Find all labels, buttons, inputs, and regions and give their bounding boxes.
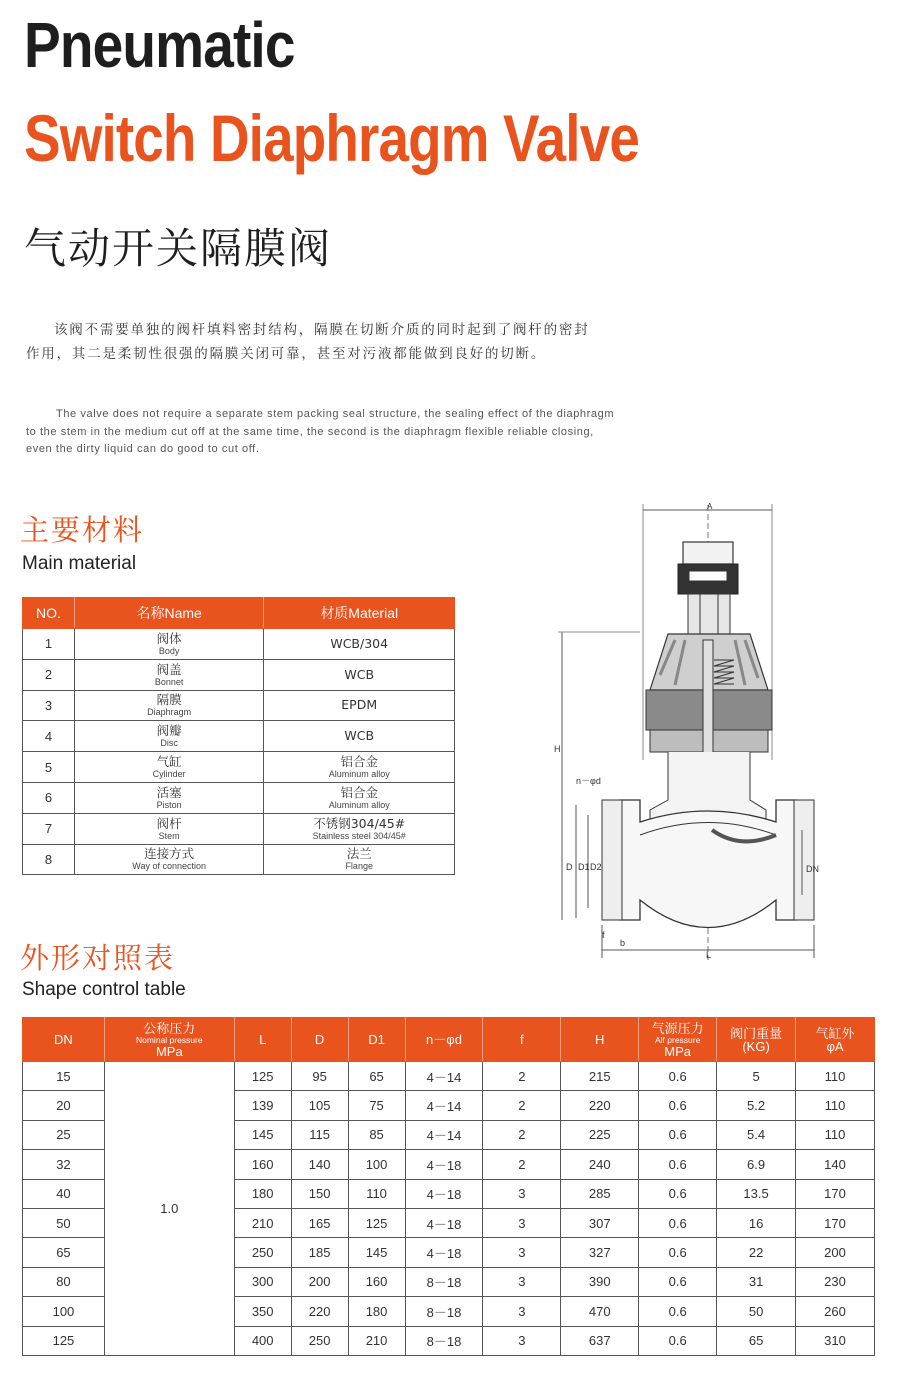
cell-d1: 145 [348, 1238, 405, 1267]
cell-d1: 125 [348, 1208, 405, 1237]
cell-a: 230 [796, 1267, 875, 1296]
desc-en-line: even the dirty liquid can do good to cut off. [26, 443, 260, 455]
cell-f: 3 [483, 1179, 561, 1208]
cell-d: 95 [291, 1062, 348, 1091]
cell-name [74, 629, 264, 660]
col-header-f: f [483, 1018, 561, 1062]
col-header: 材质Material [264, 598, 455, 629]
name-cn: 气缸 [156, 754, 182, 770]
material-cn: 不锈钢304/45# [313, 815, 406, 831]
cell-name [74, 752, 264, 783]
material-cn: WCB [344, 666, 375, 682]
cell-d: 140 [291, 1150, 348, 1179]
cell-d: 115 [291, 1120, 348, 1149]
cell-material [264, 752, 455, 783]
cyl-cn: 气缸外 [815, 1025, 855, 1041]
cell-air: 0.6 [639, 1179, 717, 1208]
name-en: Bonnet [154, 676, 184, 687]
table-row [23, 782, 455, 813]
dim-dn-label: DN [806, 864, 819, 874]
cell-w: 13.5 [717, 1179, 796, 1208]
cell-air: 0.6 [639, 1062, 717, 1091]
cell-l: 350 [234, 1297, 291, 1326]
material-cn: 铝合金 [340, 754, 378, 770]
cell-dn: 65 [23, 1238, 105, 1267]
table-row [23, 659, 455, 690]
shape-table [22, 1017, 875, 1356]
name-cn: 连接方式 [144, 846, 195, 862]
cell-a: 110 [796, 1091, 875, 1120]
cell-f: 2 [483, 1150, 561, 1179]
col-header: 名称Name [74, 598, 264, 629]
name-cn: 活塞 [156, 784, 182, 800]
cell-name [74, 813, 264, 844]
material-cn: WCB/304 [330, 635, 389, 651]
pn-unit: MPa [155, 1043, 183, 1059]
cell-a: 310 [796, 1326, 875, 1355]
material-en: Stainless steel 304/45# [312, 830, 406, 841]
cell-l: 300 [234, 1267, 291, 1296]
description-chinese [26, 318, 641, 366]
cell-dn: 50 [23, 1208, 105, 1237]
cell-f: 3 [483, 1208, 561, 1237]
cell-f: 3 [483, 1267, 561, 1296]
pn-en: Nominal pressure [135, 1034, 203, 1045]
table-row [23, 752, 455, 783]
table-row [23, 690, 455, 721]
cell-w: 5.2 [717, 1091, 796, 1120]
shape-title-en: Shape control table [22, 979, 186, 1000]
cell-h: 327 [561, 1238, 639, 1267]
cell-a: 140 [796, 1150, 875, 1179]
cell-d1: 75 [348, 1091, 405, 1120]
cell-d: 220 [291, 1297, 348, 1326]
cell-l: 160 [234, 1150, 291, 1179]
cell-dn: 100 [23, 1297, 105, 1326]
cell-nd: 4－14 [405, 1091, 483, 1120]
name-en: Cylinder [152, 769, 186, 780]
table-row [23, 813, 455, 844]
cell-h: 470 [561, 1297, 639, 1326]
col-header-d1: D1 [348, 1018, 405, 1062]
cell-nd: 4－18 [405, 1179, 483, 1208]
cell-nd: 8－18 [405, 1267, 483, 1296]
cell-nd: 8－18 [405, 1326, 483, 1355]
cell-air: 0.6 [639, 1297, 717, 1326]
weight-unit: (KG) [742, 1038, 770, 1054]
cell-l: 145 [234, 1120, 291, 1149]
cell-no: 2 [23, 659, 75, 690]
dim-d2-label: D2 [590, 862, 602, 872]
cell-l: 139 [234, 1091, 291, 1120]
cell-a: 260 [796, 1297, 875, 1326]
col-header-cylinder [796, 1018, 875, 1062]
cell-name [74, 659, 264, 690]
material-en: Aluminum alloy [328, 769, 390, 780]
title-line-1: Pneumatic [24, 9, 295, 81]
weight-cn: 阀门重量 [730, 1025, 783, 1041]
cell-name [74, 721, 264, 752]
description-english [26, 406, 646, 459]
dim-d1-label: D1 [578, 862, 590, 872]
cell-d1: 65 [348, 1062, 405, 1091]
name-en: Way of connection [132, 861, 207, 872]
air-en: Alf pressure [654, 1034, 701, 1045]
cell-w: 22 [717, 1238, 796, 1267]
cell-material [264, 659, 455, 690]
cell-no: 8 [23, 844, 75, 875]
cell-nd: 4－14 [405, 1062, 483, 1091]
dim-d-label: D [566, 862, 573, 872]
col-header-pn [104, 1018, 234, 1062]
pn-cn: 公称压力 [143, 1020, 196, 1036]
name-cn: 阀盖 [156, 661, 182, 677]
air-unit: MPa [664, 1043, 692, 1059]
cell-no: 6 [23, 782, 75, 813]
cell-w: 16 [717, 1208, 796, 1237]
cell-material [264, 782, 455, 813]
cell-nd: 8－18 [405, 1297, 483, 1326]
desc-en-line: to the stem in the medium cut off at the same time, the second is the diaphragm flexible reliable closing, [26, 425, 594, 438]
cell-material [264, 721, 455, 752]
cell-nd: 4－18 [405, 1150, 483, 1179]
cell-d: 105 [291, 1091, 348, 1120]
cell-no: 5 [23, 752, 75, 783]
name-en: Stem [158, 830, 180, 841]
cell-f: 2 [483, 1091, 561, 1120]
cell-d1: 85 [348, 1120, 405, 1149]
cell-dn: 25 [23, 1120, 105, 1149]
cell-l: 210 [234, 1208, 291, 1237]
cell-air: 0.6 [639, 1326, 717, 1355]
cell-air: 0.6 [639, 1208, 717, 1237]
materials-title-en: Main material [22, 553, 137, 574]
desc-en-line: The valve does not require a separate stem packing seal structure, the sealing effect of the diaphragm [56, 408, 615, 420]
cell-a: 110 [796, 1120, 875, 1149]
cell-l: 250 [234, 1238, 291, 1267]
cell-l: 180 [234, 1179, 291, 1208]
col-header: NO. [23, 598, 75, 629]
cell-a: 170 [796, 1208, 875, 1237]
cell-h: 240 [561, 1150, 639, 1179]
dim-h-label: H [554, 744, 561, 754]
name-cn: 隔膜 [156, 692, 182, 708]
cell-f: 2 [483, 1120, 561, 1149]
desc-cn-line: 作用，其二是柔韧性很强的隔膜关闭可靠，甚至对污液都能做到良好的切断。 [26, 346, 547, 362]
cell-d1: 210 [348, 1326, 405, 1355]
cell-dn: 80 [23, 1267, 105, 1296]
col-header-dn: DN [23, 1018, 105, 1062]
col-header-n-phi-d: n－φd [405, 1018, 483, 1062]
cell-material [264, 629, 455, 660]
material-cn: 铝合金 [340, 784, 378, 800]
cell-w: 65 [717, 1326, 796, 1355]
cell-material [264, 844, 455, 875]
cell-h: 220 [561, 1091, 639, 1120]
cell-a: 110 [796, 1062, 875, 1091]
col-header-d: D [291, 1018, 348, 1062]
cell-dn: 20 [23, 1091, 105, 1120]
cell-air: 0.6 [639, 1150, 717, 1179]
cell-f: 2 [483, 1062, 561, 1091]
air-cn: 气源压力 [651, 1020, 704, 1036]
name-en: Body [158, 645, 180, 656]
cell-a: 170 [796, 1179, 875, 1208]
cell-d: 185 [291, 1238, 348, 1267]
cell-material [264, 690, 455, 721]
cell-air: 0.6 [639, 1238, 717, 1267]
cell-nominal-pressure: 1.0 [104, 1062, 234, 1356]
cell-nd: 4－14 [405, 1120, 483, 1149]
cell-dn: 32 [23, 1150, 105, 1179]
cell-d1: 100 [348, 1150, 405, 1179]
title-chinese: 气动开关隔膜阀 [24, 224, 333, 273]
cell-h: 637 [561, 1326, 639, 1355]
cell-l: 400 [234, 1326, 291, 1355]
cell-h: 390 [561, 1267, 639, 1296]
cell-w: 31 [717, 1267, 796, 1296]
table-row [23, 629, 455, 660]
cell-no: 7 [23, 813, 75, 844]
cell-d: 200 [291, 1267, 348, 1296]
cell-h: 307 [561, 1208, 639, 1237]
desc-cn-line: 该阀不需要单独的阀杆填料密封结构，隔膜在切断介质的同时起到了阀杆的密封 [54, 322, 590, 338]
name-cn: 阀体 [156, 630, 182, 646]
cell-h: 215 [561, 1062, 639, 1091]
cell-f: 3 [483, 1326, 561, 1355]
shape-title-cn: 外形对照表 [20, 941, 176, 975]
cell-h: 285 [561, 1179, 639, 1208]
cell-dn: 125 [23, 1326, 105, 1355]
cell-no: 3 [23, 690, 75, 721]
cyl-unit: φA [826, 1038, 844, 1054]
cell-d1: 110 [348, 1179, 405, 1208]
cell-name [74, 690, 264, 721]
dim-n-phi-d-label: n－φd [576, 776, 601, 786]
cell-name [74, 844, 264, 875]
name-cn: 阀瓣 [156, 723, 182, 739]
cell-l: 125 [234, 1062, 291, 1091]
table-row [23, 1062, 875, 1091]
cell-w: 5.4 [717, 1120, 796, 1149]
cell-d1: 180 [348, 1297, 405, 1326]
cell-material [264, 813, 455, 844]
dim-a-label: A [707, 502, 713, 511]
dim-b-label: b [620, 938, 626, 948]
cell-f: 3 [483, 1238, 561, 1267]
cell-no: 1 [23, 629, 75, 660]
cell-air: 0.6 [639, 1120, 717, 1149]
material-en: Aluminum alloy [328, 799, 390, 810]
material-cn: EPDM [341, 697, 378, 713]
cell-air: 0.6 [639, 1091, 717, 1120]
cell-d: 250 [291, 1326, 348, 1355]
col-header-weight [717, 1018, 796, 1062]
col-header-l: L [234, 1018, 291, 1062]
cell-d: 165 [291, 1208, 348, 1237]
cell-a: 200 [796, 1238, 875, 1267]
cell-air: 0.6 [639, 1267, 717, 1296]
cell-nd: 4－18 [405, 1208, 483, 1237]
name-en: Disc [160, 738, 178, 749]
name-cn: 阀杆 [156, 815, 182, 831]
material-en: Flange [345, 861, 373, 872]
name-en: Piston [156, 799, 182, 810]
cell-name [74, 782, 264, 813]
cell-dn: 40 [23, 1179, 105, 1208]
materials-title-cn: 主要材料 [20, 513, 145, 547]
cell-h: 225 [561, 1120, 639, 1149]
cell-dn: 15 [23, 1062, 105, 1091]
title-line-2: Switch Diaphragm Valve [24, 101, 639, 175]
dim-f-label: f [602, 930, 605, 940]
col-header-air [639, 1018, 717, 1062]
cell-d: 150 [291, 1179, 348, 1208]
cell-d1: 160 [348, 1267, 405, 1296]
table-row [23, 844, 455, 875]
cell-w: 6.9 [717, 1150, 796, 1179]
material-cn: WCB [344, 728, 375, 744]
cell-w: 5 [717, 1062, 796, 1091]
cell-w: 50 [717, 1297, 796, 1326]
col-header-h: H [561, 1018, 639, 1062]
name-en: Diaphragm [147, 707, 192, 718]
valve-drawing [540, 500, 870, 970]
dim-l-label: L [706, 950, 712, 960]
table-row [23, 721, 455, 752]
cell-f: 3 [483, 1297, 561, 1326]
material-cn: 法兰 [346, 846, 372, 862]
cell-no: 4 [23, 721, 75, 752]
materials-table [22, 597, 455, 875]
cell-nd: 4－18 [405, 1238, 483, 1267]
